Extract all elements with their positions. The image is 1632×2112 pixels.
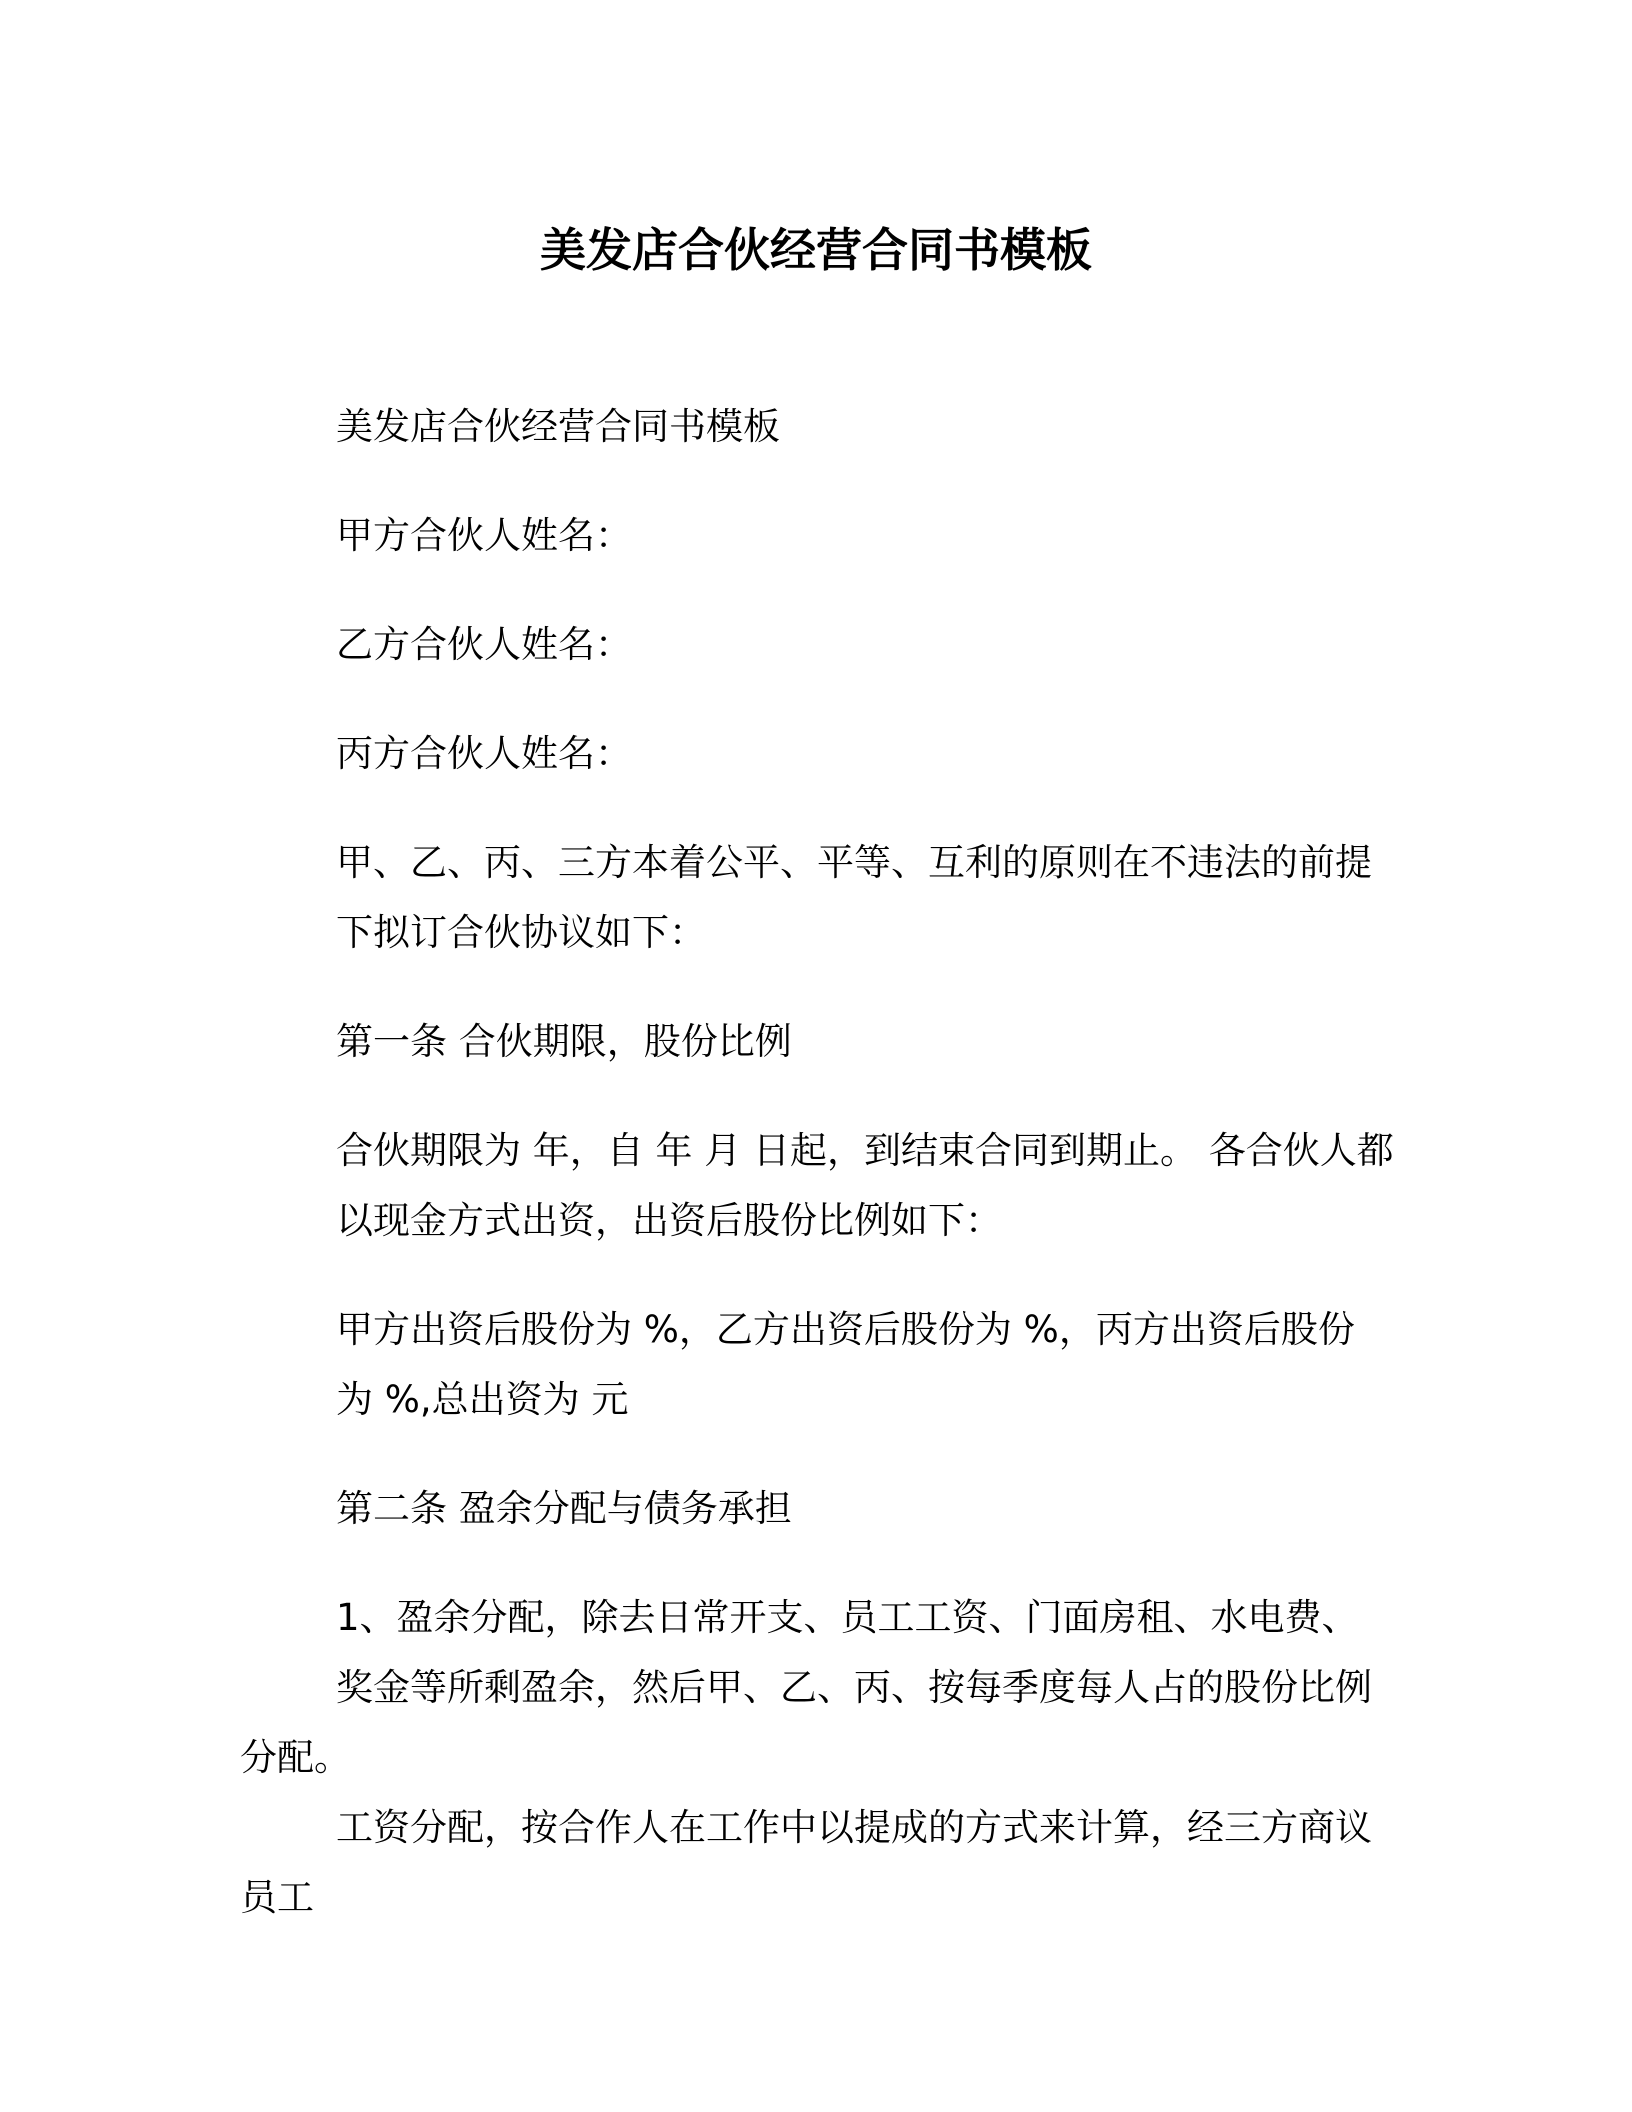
paragraph (240, 1583, 1400, 1933)
paragraph-line: 甲方出资后股份为 %，乙方出资后股份为 %，丙方出资后股份 (336, 1308, 1355, 1351)
paragraph (240, 828, 1400, 968)
document-title: 美发店合伙经营合同书模板 (540, 223, 1092, 277)
paragraph-line: 1、盈余分配，除去日常开支、员工工资、门面房租、水电费、 (336, 1596, 1359, 1639)
paragraph-line: 美发店合伙经营合同书模板 (336, 405, 780, 448)
document-body (240, 392, 1400, 1972)
paragraph-line: 奖金等所剩盈余，然后甲、乙、丙、按每季度每人占的股份比例分配。 (240, 1666, 1372, 1779)
paragraph-line: 下拟订合伙协议如下： (336, 911, 706, 954)
paragraph-line: 第一条 合伙期限，股份比例 (336, 1020, 792, 1063)
paragraph-line: 合伙期限为 年，自 年 月 日起，到结束合同到期止。 各合伙人都 (336, 1129, 1394, 1172)
paragraph-line: 第二条 盈余分配与债务承担 (336, 1487, 792, 1530)
paragraph (240, 1007, 1400, 1077)
paragraph (240, 392, 1400, 462)
paragraph-line: 丙方合伙人姓名： (336, 732, 632, 775)
paragraph-line: 甲方合伙人姓名： (336, 514, 632, 557)
paragraph (240, 719, 1400, 789)
paragraph-line: 工资分配，按合作人在工作中以提成的方式来计算，经三方商议员工 (240, 1806, 1372, 1919)
paragraph (240, 610, 1400, 680)
paragraph (240, 1116, 1400, 1256)
paragraph (240, 1295, 1400, 1435)
paragraph-line: 以现金方式出资，出资后股份比例如下： (336, 1199, 1002, 1242)
paragraph (240, 1474, 1400, 1544)
paragraph-line: 乙方合伙人姓名： (336, 623, 632, 666)
paragraph-line: 为 %,总出资为 元 (336, 1378, 629, 1421)
paragraph-line: 甲、乙、丙、三方本着公平、平等、互利的原则在不违法的前提 (336, 841, 1372, 884)
paragraph (240, 501, 1400, 571)
